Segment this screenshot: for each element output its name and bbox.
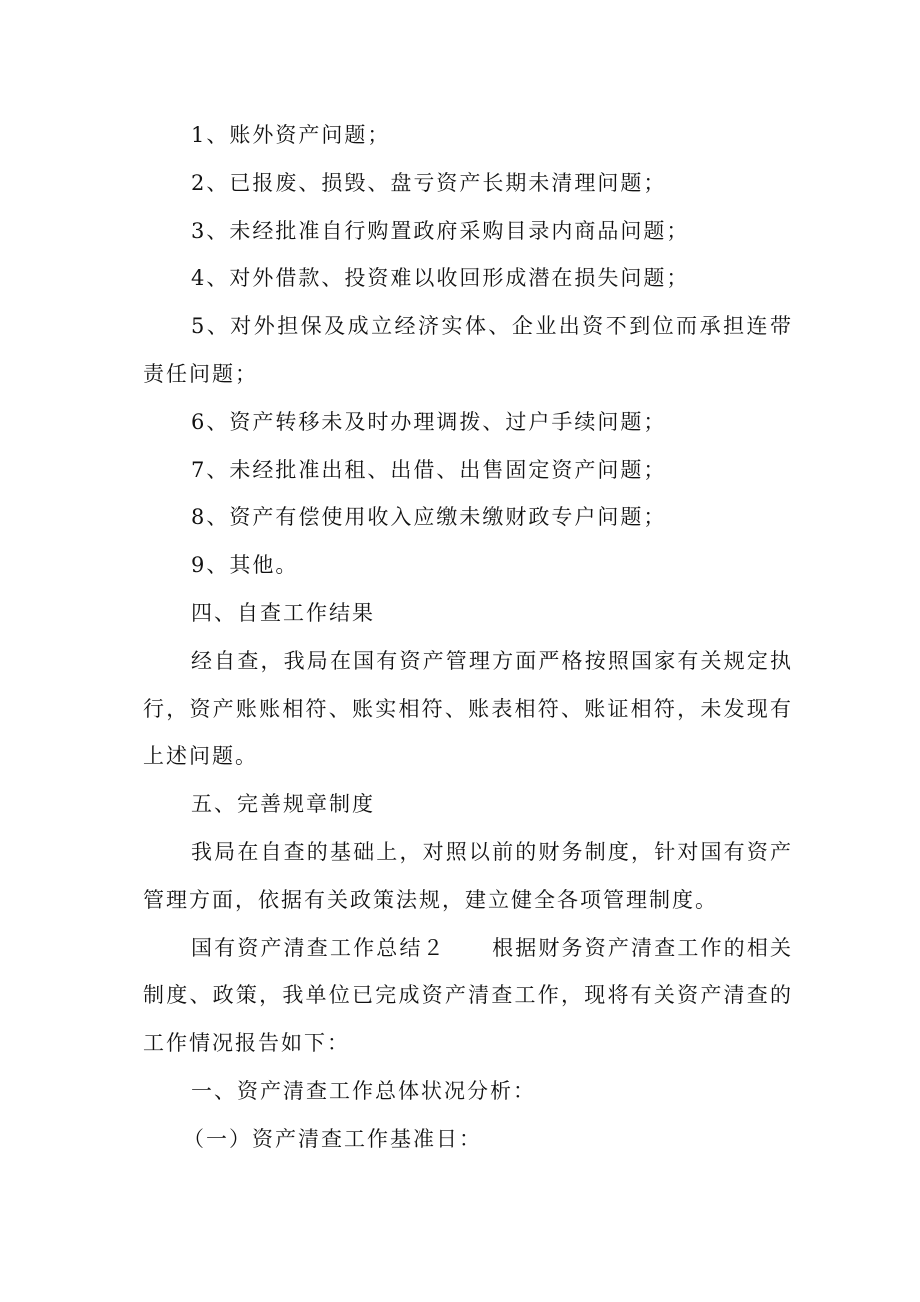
document-body — [143, 112, 793, 1164]
list-item-8: 8、资产有偿使用收入应缴未缴财政专户问题； — [191, 505, 667, 530]
section-paragraph-self-check-result: 经自查，我局在国有资产管理方面严格按照国家有关规定执行，资产账账相符、账实相符、账表相符、账证相符，未发现有上述问题。 — [143, 648, 793, 769]
subsection-heading-base-date: （一）资产清查工作基准日： — [183, 1126, 482, 1151]
section-heading-improve-rules: 五、完善规章制度 — [191, 792, 375, 817]
list-item-6: 6、资产转移未及时办理调拨、过户手续问题； — [191, 409, 667, 434]
section-heading-self-check-result: 四、自查工作结果 — [191, 600, 375, 625]
list-item-2: 2、已报废、损毁、盘亏资产长期未清理问题； — [191, 170, 667, 195]
summary-2-paragraph: 国有资产清查工作总结２ 根据财务资产清查工作的相关制度、政策，我单位已完成资产清查工作，现将有关资产清查的工作情况报告如下： — [143, 935, 793, 1056]
section-paragraph-improve-rules: 我局在自查的基础上，对照以前的财务制度，针对国有资产管理方面，依据有关政策法规，建立健全各项管理制度。 — [143, 839, 793, 912]
list-item-7: 7、未经批准出租、出借、出售固定资产问题； — [191, 457, 667, 482]
list-item-5: 5、对外担保及成立经济实体、企业出资不到位而承担连带责任问题； — [143, 314, 793, 386]
list-item-9: 9、其他。 — [191, 553, 299, 578]
section-heading-overall-analysis: 一、资产清查工作总体状况分析： — [191, 1078, 536, 1103]
list-item-3: 3、未经批准自行购置政府采购目录内商品问题； — [191, 218, 690, 243]
list-item-1: 1、账外资产问题； — [191, 123, 391, 147]
list-item-4: 4、对外借款、投资难以收回形成潜在损失问题； — [191, 266, 690, 291]
